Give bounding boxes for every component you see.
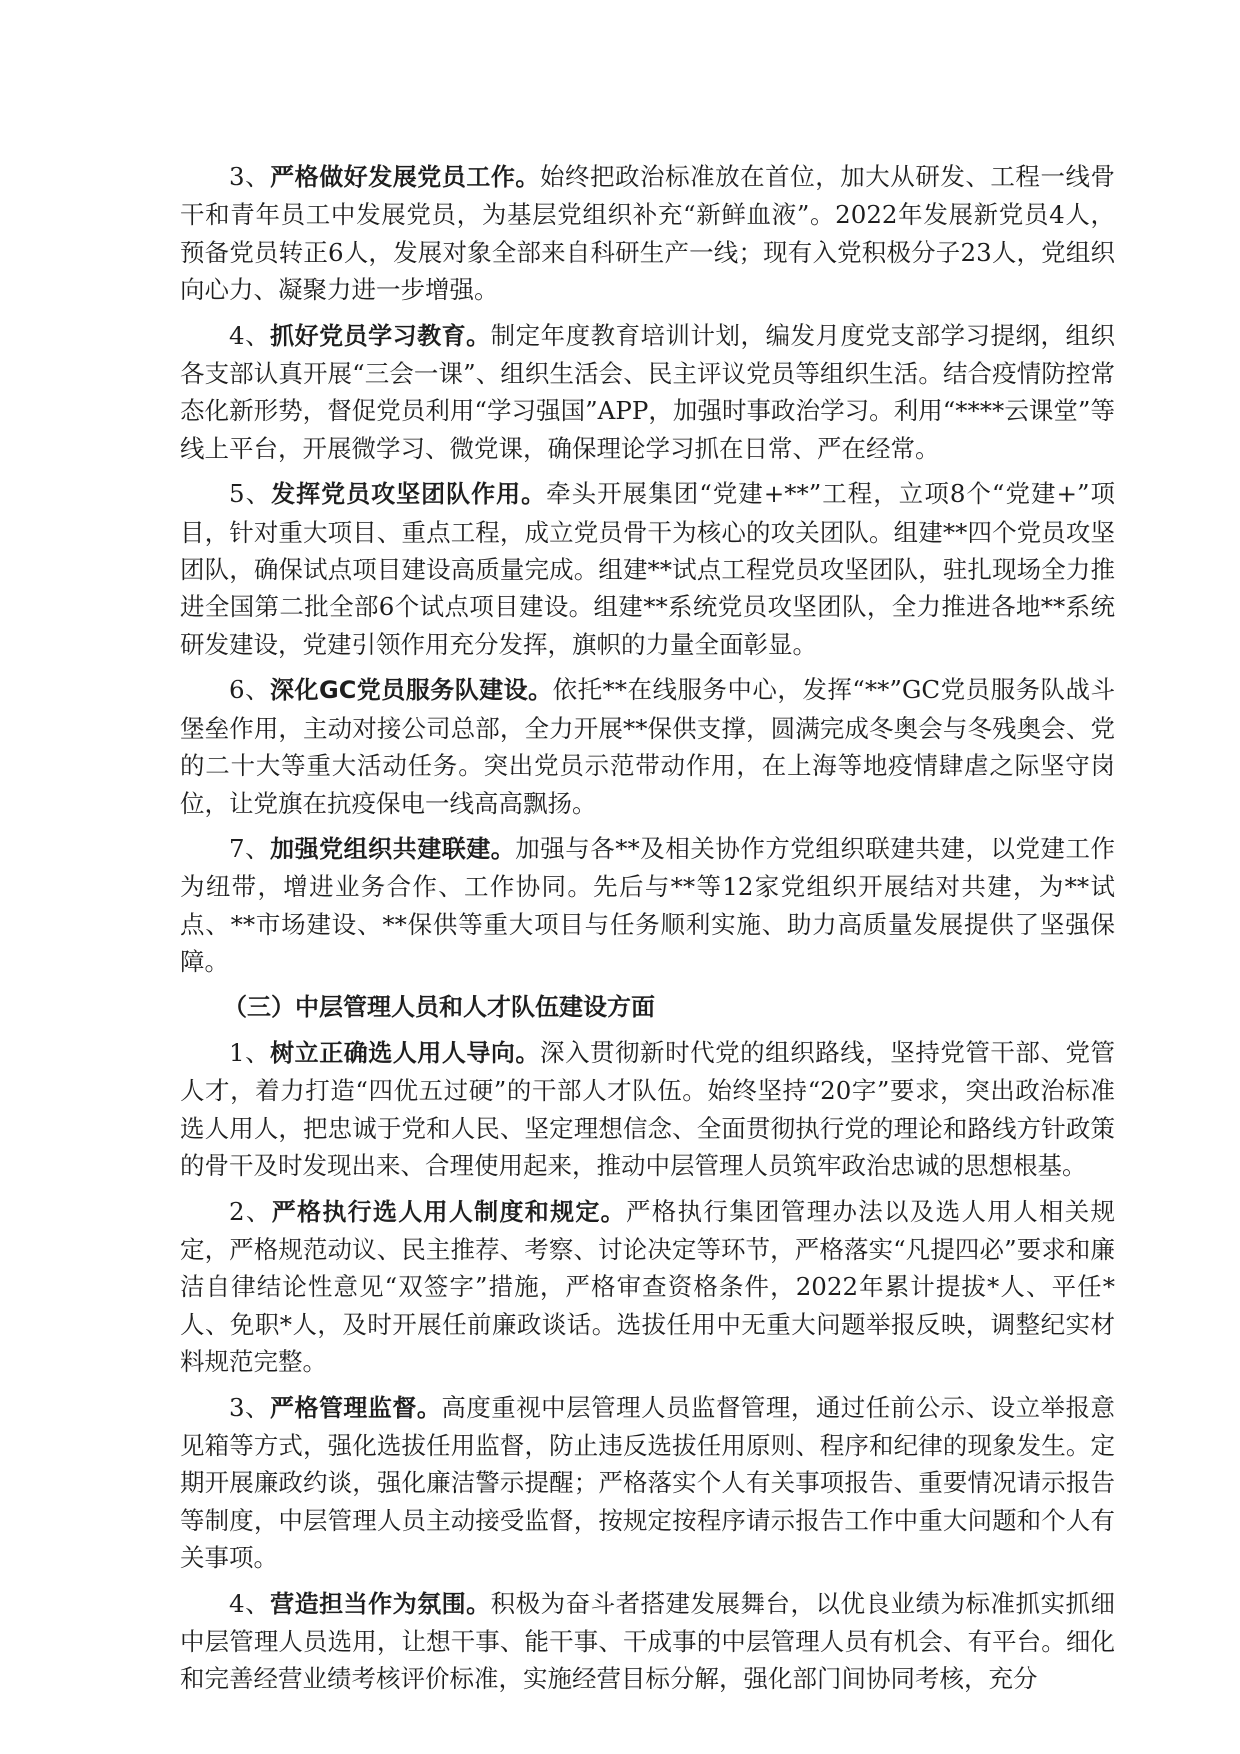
paragraph-4-member-education: [180, 317, 1115, 468]
item-number: 4、: [229, 320, 271, 350]
item-text: 严格执行集团管理办法以及选人用人相关规定，严格规范动议、民主推荐、考察、讨论决定等环节，严格落实“凡提四必”要求和廉洁自律结论性意见“双签字”措施，严格审查资格条件，2022年累计提拔*人、平任*人、免职*人，及时开展任前廉政谈话。选拔任用中无重大问题举报反映，调整纪实材料规范完整。: [180, 1196, 1116, 1377]
section-heading: （三）中层管理人员和人才队伍建设方面: [223, 992, 655, 1021]
item-number: 1、: [229, 1037, 271, 1067]
paragraph-3-develop-members: [180, 158, 1115, 309]
item-lead: 树立正确选人用人导向。: [270, 1038, 540, 1067]
paragraph-3-supervision: [180, 1389, 1115, 1577]
item-number: 3、: [229, 1392, 271, 1422]
paragraph-1-selection-guidance: [180, 1034, 1115, 1185]
paragraph-7-joint-building: [180, 830, 1115, 981]
item-number: 7、: [229, 833, 271, 863]
item-lead: 发挥党员攻坚团队作用。: [271, 480, 547, 509]
item-lead: 营造担当作为氛围。: [270, 1589, 491, 1618]
item-number: 3、: [229, 162, 271, 191]
item-number: 4、: [229, 1588, 271, 1618]
item-text: 制定年度教育培训计划，编发月度党支部学习提纲，组织各支部认真开展“三会一课”、组织生活会、民主评议党员等组织生活。结合疫情防控常态化新形势，督促党员利用“学习强国”APP，加强时事政治学习。利用“****云课堂”等线上平台，开展微学习、微党课，确保理论学习抓在日常、严在经常。: [180, 320, 1116, 463]
item-number: 2、: [229, 1196, 272, 1226]
item-lead: 深化GC党员服务队建设。: [270, 676, 553, 705]
item-text: 牵头开展集团“党建+**”工程，立项8个“党建+”项目，针对重大项目、重点工程，成立党员骨干为核心的攻关团队。组建**四个党员攻坚团队，确保试点项目建设高质量完成。组建**试点工程党员攻坚团队，驻扎现场全力推进全国第二批全部6个试点项目建设。组建**系统党员攻坚团队，全力推进各地**系统研发建设，党建引领作用充分发挥，旗帜的力量全面彰显。: [180, 479, 1116, 659]
item-lead: 严格做好发展党员工作。: [270, 163, 540, 191]
item-lead: 严格管理监督。: [270, 1393, 442, 1422]
item-text: 依托**在线服务中心，发挥“**”GC党员服务队战斗堡垒作用，主动对接公司总部，全力开展**保供支撑，圆满完成冬奥会与冬残奥会、党的二十大等重大活动任务。突出党员示范带动作用，在上海等地疫情肆虐之际坚守岗位，让党旗在抗疫保电一线高高飘扬。: [180, 675, 1115, 818]
item-lead: 抓好党员学习教育。: [270, 321, 491, 350]
item-text: 深入贯彻新时代党的组织路线，坚持党管干部、党管人才，着力打造“四优五过硬”的干部人才队伍。始终坚持“20字”要求，突出政治标准选人用人，把忠诚于党和人民、坚定理想信念、全面贯彻执行党的理论和路线方针政策的骨干及时发现出来、合理使用起来，推动中层管理人员筑牢政治忠诚的思想根基。: [180, 1037, 1116, 1181]
item-text: 加强与各**及相关协作方党组织联建共建，以党建工作为纽带，增进业务合作、工作协同。先后与**等12家党组织开展结对共建，为**试点、**市场建设、**保供等重大项目与任务顺利实施、助力高质量发展提供了坚强保障。: [180, 833, 1116, 977]
item-text: 积极为奋斗者搭建发展舞台，以优良业绩为标准抓实抓细中层管理人员选用，让想干事、能干事、干成事的中层管理人员有机会、有平台。细化和完善经营业绩考核评价标准，实施经营目标分解，强化部门间协同考核，充分: [180, 1588, 1116, 1694]
paragraph-4-responsibility-atmosphere: [180, 1585, 1115, 1698]
paragraph-5-attack-teams: [180, 475, 1115, 663]
item-number: 5、: [229, 479, 272, 509]
item-text: 高度重视中层管理人员监督管理，通过任前公示、设立举报意见箱等方式，强化选拔任用监督，防止违反选拔任用原则、程序和纪律的现象发生。定期开展廉政约谈，强化廉洁警示提醒；严格落实个人有关事项报告、重要情况请示报告等制度，中层管理人员主动接受监督，按规定按程序请示报告工作中重大问题和个人有关事项。: [180, 1392, 1115, 1573]
item-lead: 严格执行选人用人制度和规定。: [271, 1197, 626, 1226]
item-number: 6、: [229, 675, 271, 705]
item-lead: 加强党组织共建联建。: [270, 834, 516, 863]
paragraph-2-selection-rules: [180, 1193, 1115, 1381]
paragraph-6-gc-service-team: [180, 671, 1115, 822]
document-page: [180, 158, 1115, 1706]
item-text: 始终把政治标准放在首位，加大从研发、工程一线骨干和青年员工中发展党员，为基层党组织补充“新鲜血液”。2022年发展新党员4人，预备党员转正6人，发展对象全部来自科研生产一线；现有入党积极分子23人，党组织向心力、凝聚力进一步增强。: [180, 162, 1116, 305]
